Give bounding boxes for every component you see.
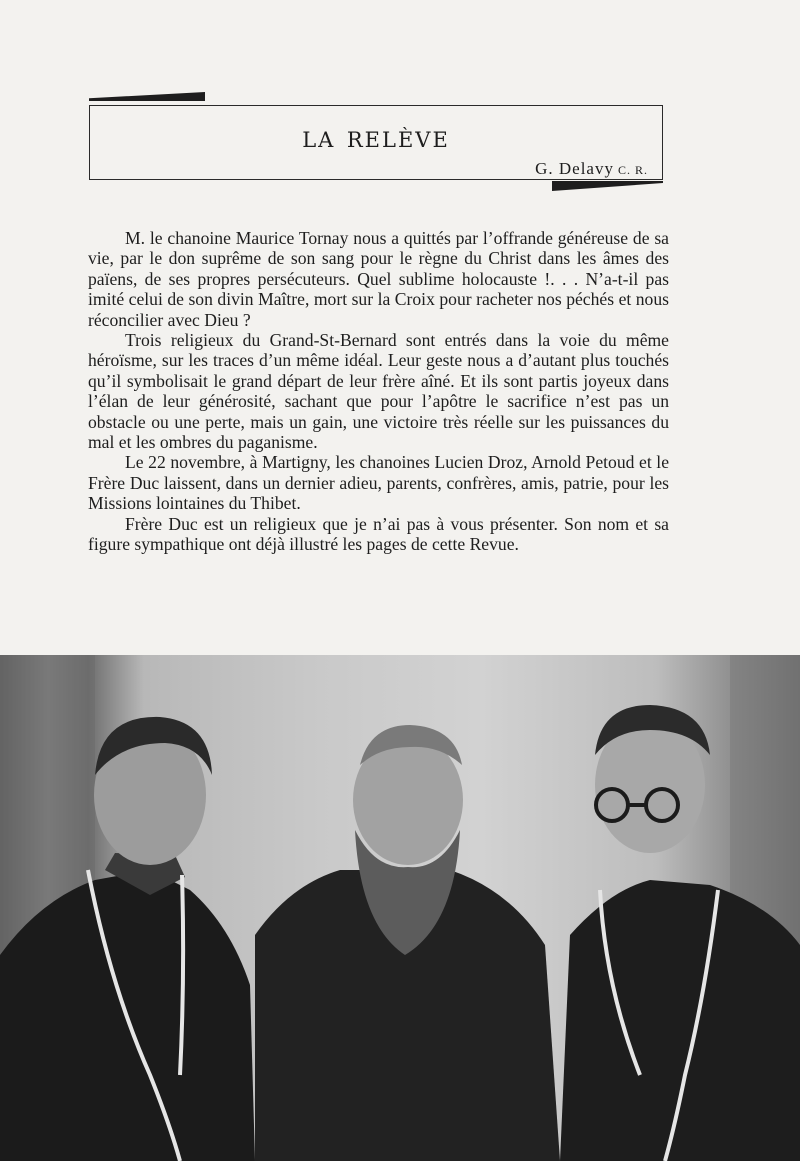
paragraph: M. le chanoine Maurice Tornay nous a quittés par l’offrande généreuse de sa vie, par le don suprême de son sang pour le règne du Christ dans les âmes des païens, de ses propres persécuteurs. Quel sublime holocauste !. . . N’a-t-il pas imité celui de son divin Maître, mort sur la Croix pour racheter nos péchés et nous réconcilier avec Dieu ? (88, 228, 669, 330)
author-rank: C. R. (617, 163, 648, 177)
title-bar-top (89, 92, 205, 101)
paragraph: Trois religieux du Grand-St-Bernard sont entrés dans la voie du même héroïsme, sur les traces d’un même idéal. Leur geste nous a d’autant plus touchés qu’il symbolisait le grand départ de leur frère aîné. Et ils sont partis joyeux dans l’élan de leur générosité, sachant que pour l’apôtre le sacrifice n’est pas un obstacle ou une perte, mais un gain, une victoire très réelle sur les puissances du mal et les ombres du paganisme. (88, 330, 669, 453)
article-title: la relève (302, 120, 450, 155)
author-name: G. Delavy (535, 159, 614, 178)
photo-illustration (0, 655, 800, 1161)
title-bar-bottom (552, 181, 663, 191)
article-body (88, 228, 669, 555)
paragraph: Le 22 novembre, à Martigny, les chanoines Lucien Droz, Arnold Petoud et le Frère Duc laissent, dans un dernier adieu, parents, confrères, amis, patrie, pour les Missions lointaines du Thibet. (88, 452, 669, 514)
middle-figure (255, 725, 560, 1161)
author-line (535, 159, 648, 179)
group-photo (0, 655, 800, 1161)
paragraph: Frère Duc est un religieux que je n’ai pas à vous présenter. Son nom et sa figure sympathique ont déjà illustré les pages de cette Revue. (88, 513, 669, 555)
